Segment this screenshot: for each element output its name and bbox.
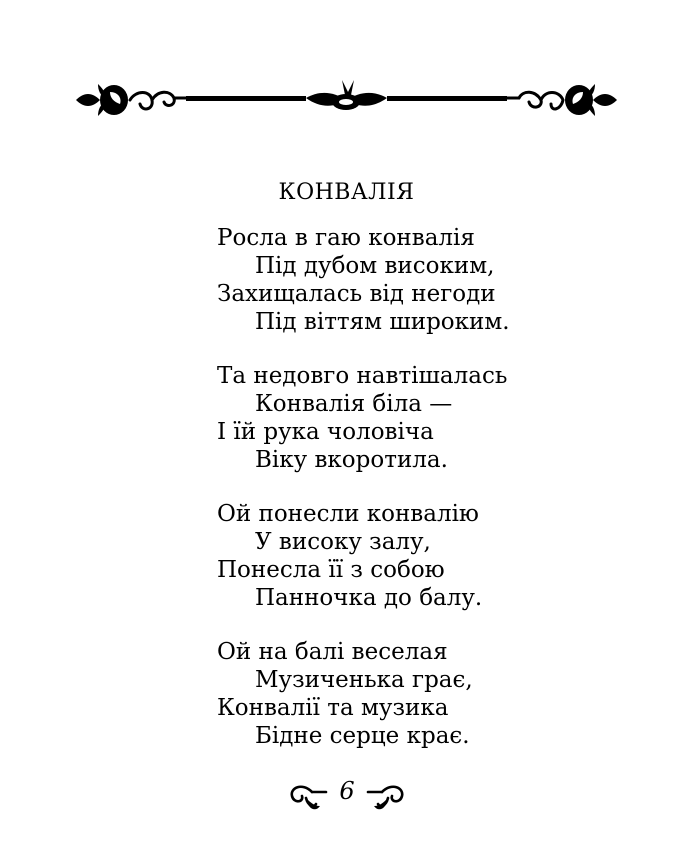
poem-line: Під віттям широким. bbox=[255, 309, 510, 335]
poem-line: Під дубом високим, bbox=[255, 253, 495, 279]
stanza-4 bbox=[217, 638, 637, 750]
stanza-2 bbox=[217, 362, 637, 474]
poem-line: Музиченька грає, bbox=[255, 667, 473, 693]
poem-line: Віку вкоротила. bbox=[255, 447, 448, 473]
poem-line: Ой на балі веселая bbox=[217, 639, 448, 665]
poem-line: Захищалась від негоди bbox=[217, 281, 496, 307]
poem-line: Конвалія біла — bbox=[255, 391, 453, 417]
page-number: 6 bbox=[339, 777, 355, 805]
poem-line: І їй рука чоловіча bbox=[217, 419, 434, 445]
poem-line: Росла в гаю конвалія bbox=[217, 225, 475, 251]
poem-line: Ой понесли конвалію bbox=[217, 501, 479, 527]
poem-line: У високу залу, bbox=[255, 529, 431, 555]
poem-body bbox=[217, 224, 637, 776]
page-footer bbox=[286, 770, 408, 820]
poem-line: Та недовго навтішалась bbox=[217, 363, 508, 389]
stanza-1 bbox=[217, 224, 637, 336]
poem-line: Конвалії та музика bbox=[217, 695, 449, 721]
poem-line: Понесла її з собою bbox=[217, 557, 445, 583]
poem-line: Бідне серце крає. bbox=[255, 723, 470, 749]
stanza-3 bbox=[217, 500, 637, 612]
poem-title: КОНВАЛІЯ bbox=[278, 180, 415, 205]
floral-divider-icon bbox=[70, 72, 623, 128]
poem-line: Панночка до балу. bbox=[255, 585, 483, 611]
